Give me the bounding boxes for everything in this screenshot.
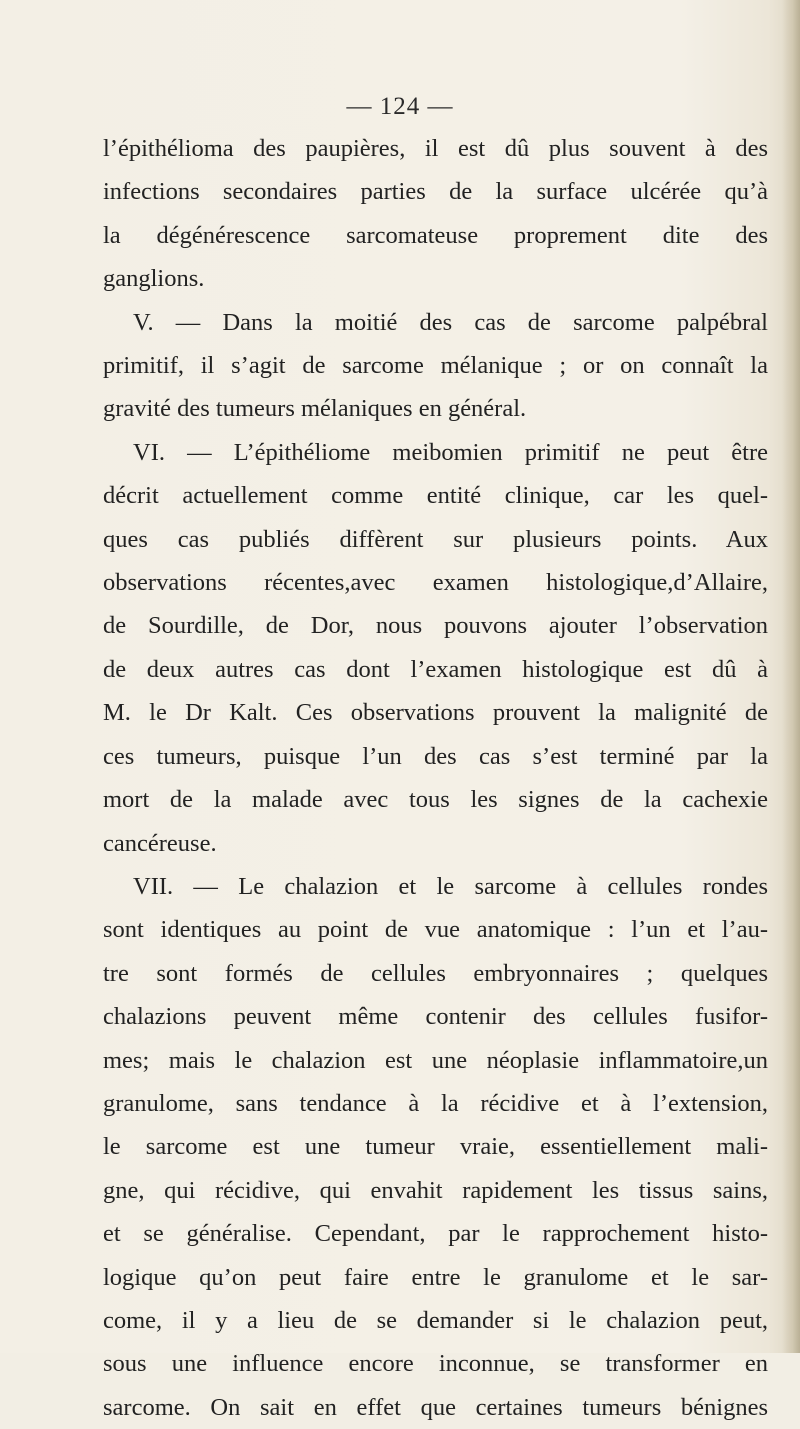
text-line-11: observations récentes,avec examen histologique,d’Allaire, [103, 569, 768, 597]
text-line-8: VI. — L’épithéliome meibomien primitif ne peut être [133, 438, 768, 466]
text-line-18: VII. — Le chalazion et le sarcome à cellules rondes [133, 872, 768, 900]
text-line-21: chalazions peuvent même contenir des cellules fusifor- [103, 1003, 768, 1031]
text-line-19: sont identiques au point de vue anatomique : l’un et l’au- [103, 916, 768, 944]
text-line-26: et se généralise. Cependant, par le rapprochement histo- [103, 1220, 768, 1248]
text-line-6: primitif, il s’agit de sarcome mélanique ; or on connaît la [103, 352, 768, 380]
text-line-22: mes; mais le chalazion est une néoplasie inflammatoire,un [103, 1046, 768, 1074]
text-line-14: M. le Dr Kalt. Ces observations prouvent la malignité de [103, 699, 768, 727]
text-line-1: l’épithélioma des paupières, il est dû plus souvent à des [103, 135, 768, 162]
text-line-25: gne, qui récidive, qui envahit rapidement les tissus sains, [103, 1176, 768, 1204]
text-line-24: le sarcome est une tumeur vraie, essentiellement mali- [103, 1133, 768, 1161]
text-line-7: gravité des tumeurs mélaniques en général. [103, 395, 527, 423]
text-line-9: décrit actuellement comme entité clinique, car les quel- [103, 482, 768, 510]
page-number: — 124 — [346, 93, 454, 120]
text-line-29: sous une influence encore inconnue, se transformer en [103, 1350, 768, 1378]
text-line-28: come, il y a lieu de se demander si le chalazion peut, [103, 1306, 768, 1334]
text-line-23: granulome, sans tendance à la récidive et à l’extension, [103, 1089, 768, 1117]
page-edge-shadow [782, 0, 800, 1353]
text-line-5: V. — Dans la moitié des cas de sarcome palpébral [133, 308, 768, 336]
text-line-13: de deux autres cas dont l’examen histologique est dû à [103, 655, 768, 683]
text-line-15: ces tumeurs, puisque l’un des cas s’est terminé par la [103, 742, 768, 770]
text-line-10: ques cas publiés diffèrent sur plusieurs points. Aux [103, 525, 768, 553]
text-line-20: tre sont formés de cellules embryonnaires ; quelques [103, 959, 768, 987]
text-line-12: de Sourdille, de Dor, nous pouvons ajouter l’observation [103, 612, 768, 640]
text-line-3: la dégénérescence sarcomateuse proprement dite des [103, 221, 768, 249]
text-line-16: mort de la malade avec tous les signes de la cachexie [103, 786, 768, 814]
text-line-2: infections secondaires parties de la surface ulcérée qu’à [103, 178, 768, 206]
text-line-30: sarcome. On sait en effet que certaines tumeurs bénignes [103, 1393, 768, 1421]
body-text [103, 127, 768, 1429]
text-line-27: logique qu’on peut faire entre le granulome et le sar- [103, 1263, 768, 1291]
text-line-17: cancéreuse. [103, 829, 217, 857]
text-line-4: ganglions. [103, 265, 205, 293]
